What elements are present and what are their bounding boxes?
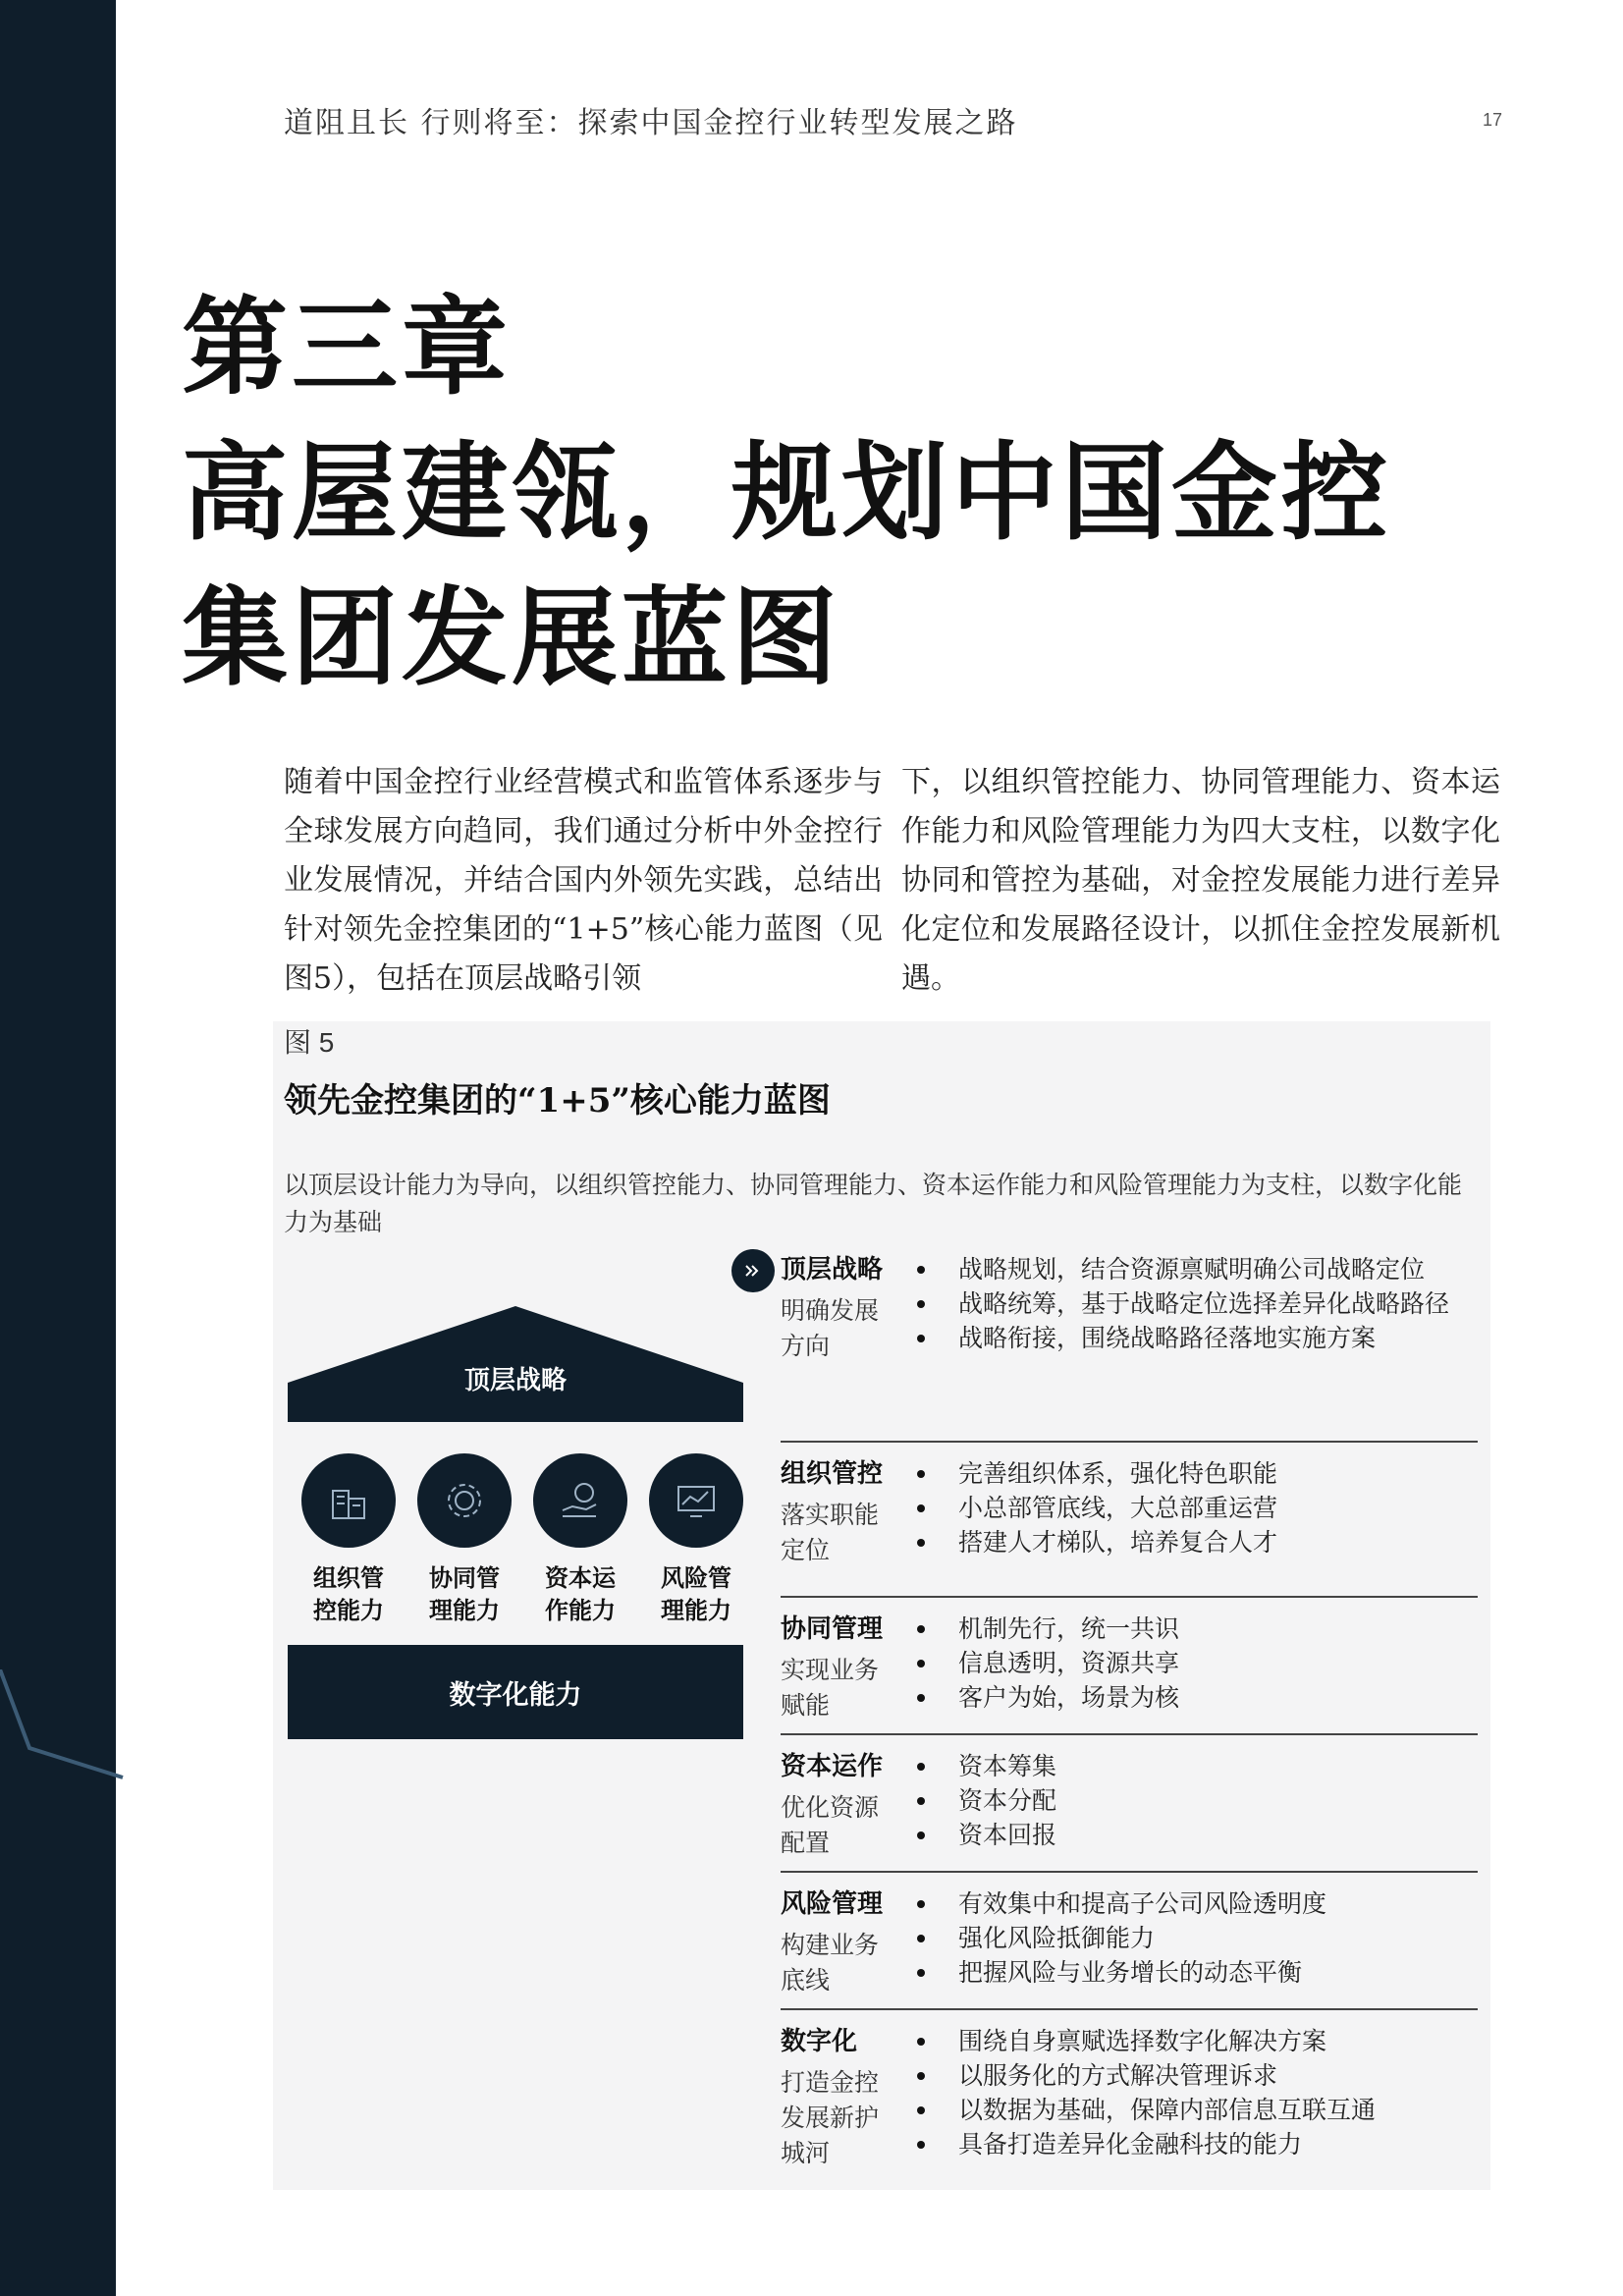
row-risk-management [781, 1873, 1478, 2010]
list-item: 战略规划，结合资源禀赋明确公司战略定位 [913, 1252, 1478, 1286]
intro-paragraph-right: 下，以组织管控能力、协同管理能力、资本运作能力和风险管理能力为四大支柱，以数字化协同和管控为基础，对金控发展能力进行差异化定位和发展路径设计，以抓住金控发展新机遇。 [901, 765, 1500, 996]
list-item: 强化风险抵御能力 [913, 1921, 1478, 1955]
list-item: 以服务化的方式解决管理诉求 [913, 2058, 1478, 2093]
row-bullets [913, 1749, 1478, 1852]
row-heading: 风险管理 [781, 1889, 884, 1919]
side-notch-decoration [0, 1669, 128, 1787]
chapter-title-line-2: 集团发展蓝图 [182, 576, 842, 700]
figure-subtitle: 以顶层设计能力为导向，以组织管控能力、协同管理能力、资本运作能力和风险管理能力为支柱，以数字化能力为基础 [284, 1171, 1463, 1236]
list-item: 小总部管底线，大总部重运营 [913, 1491, 1478, 1525]
pillar-synergy-management [415, 1453, 514, 1626]
pillar-label: 组织管 控能力 [313, 1563, 384, 1624]
row-subheading: 落实职能 定位 [781, 1501, 880, 1564]
row-bullets [913, 1252, 1478, 1355]
pillar-org-control [299, 1453, 398, 1626]
row-heading: 资本运作 [781, 1752, 884, 1781]
row-subheading: 打造金控 发展新护 城河 [781, 2068, 880, 2167]
list-item: 围绕自身禀赋选择数字化解决方案 [913, 2024, 1478, 2058]
row-bullets [913, 2024, 1478, 2161]
row-bullets [913, 1612, 1478, 1715]
pillar-label: 协同管 理能力 [429, 1563, 500, 1624]
list-item: 机制先行，统一共识 [913, 1612, 1478, 1646]
roof-label: 顶层战略 [463, 1366, 567, 1395]
list-item: 把握风险与业务增长的动态平衡 [913, 1955, 1478, 1990]
row-subheading: 构建业务 底线 [781, 1931, 880, 1995]
list-item: 有效集中和提高子公司风险透明度 [913, 1886, 1478, 1921]
chapter-title [182, 275, 1391, 711]
monitor-chart-icon [649, 1453, 743, 1548]
row-heading: 协同管理 [781, 1614, 884, 1644]
capability-rows [781, 1252, 1478, 2201]
page-number: 17 [1483, 110, 1503, 130]
chapter-title-line-1: 高屋建瓴，规划中国金控 [182, 431, 1392, 555]
capability-house-diagram [288, 1306, 743, 1738]
list-item: 资本筹集 [913, 1749, 1478, 1783]
list-item: 信息透明，资源共享 [913, 1646, 1478, 1680]
row-subheading: 优化资源 配置 [781, 1793, 880, 1857]
intro-paragraph-left: 随着中国金控行业经营模式和监管体系逐步与全球发展方向趋同，我们通过分析中外金控行业发展情况，并结合国内外领先实践，总结出针对领先金控集团的“1+5”核心能力蓝图（见图5），包括在顶层战略引领 [284, 765, 883, 996]
side-band [0, 0, 116, 2296]
row-digitalization [781, 2010, 1478, 2201]
row-heading: 组织管控 [781, 1459, 884, 1489]
pillar-capital-operation [531, 1453, 629, 1626]
chevron-right-icon [731, 1249, 775, 1292]
list-item: 客户为始，场景为核 [913, 1680, 1478, 1715]
row-bullets [913, 1886, 1478, 1990]
list-item: 资本分配 [913, 1783, 1478, 1818]
list-item: 具备打造差异化金融科技的能力 [913, 2127, 1478, 2161]
money-hand-icon [533, 1453, 627, 1548]
figure-label: 图 5 [284, 1027, 335, 1058]
list-item: 搭建人才梯队，培养复合人才 [913, 1525, 1478, 1559]
row-subheading: 明确发展 方向 [781, 1296, 880, 1360]
list-item: 以数据为基础，保障内部信息互联互通 [913, 2093, 1478, 2127]
row-synergy-management [781, 1598, 1478, 1735]
running-header: 道阻且长 行则将至：探索中国金控行业转型发展之路 [284, 106, 1018, 140]
list-item: 资本回报 [913, 1818, 1478, 1852]
row-bullets [913, 1456, 1478, 1559]
list-item: 战略衔接，围绕战略路径落地实施方案 [913, 1321, 1478, 1355]
figure-title: 领先金控集团的“1+5”核心能力蓝图 [284, 1081, 831, 1121]
chapter-number: 第三章 [182, 286, 513, 410]
base-digital-capability: 数字化能力 [288, 1645, 743, 1739]
pillar-risk-management [647, 1453, 745, 1626]
row-top-strategy [781, 1252, 1478, 1443]
gear-icon [417, 1453, 512, 1548]
list-item: 完善组织体系，强化特色职能 [913, 1456, 1478, 1491]
pillar-label: 风险管 理能力 [661, 1563, 731, 1624]
row-heading: 顶层战略 [781, 1255, 884, 1285]
row-capital-operation [781, 1735, 1478, 1873]
pillar-label: 资本运 作能力 [545, 1563, 616, 1624]
row-subheading: 实现业务 赋能 [781, 1656, 880, 1720]
list-item: 战略统筹，基于战略定位选择差异化战略路径 [913, 1286, 1478, 1321]
row-org-control [781, 1443, 1478, 1598]
building-icon [301, 1453, 396, 1548]
row-heading: 数字化 [781, 2027, 858, 2056]
